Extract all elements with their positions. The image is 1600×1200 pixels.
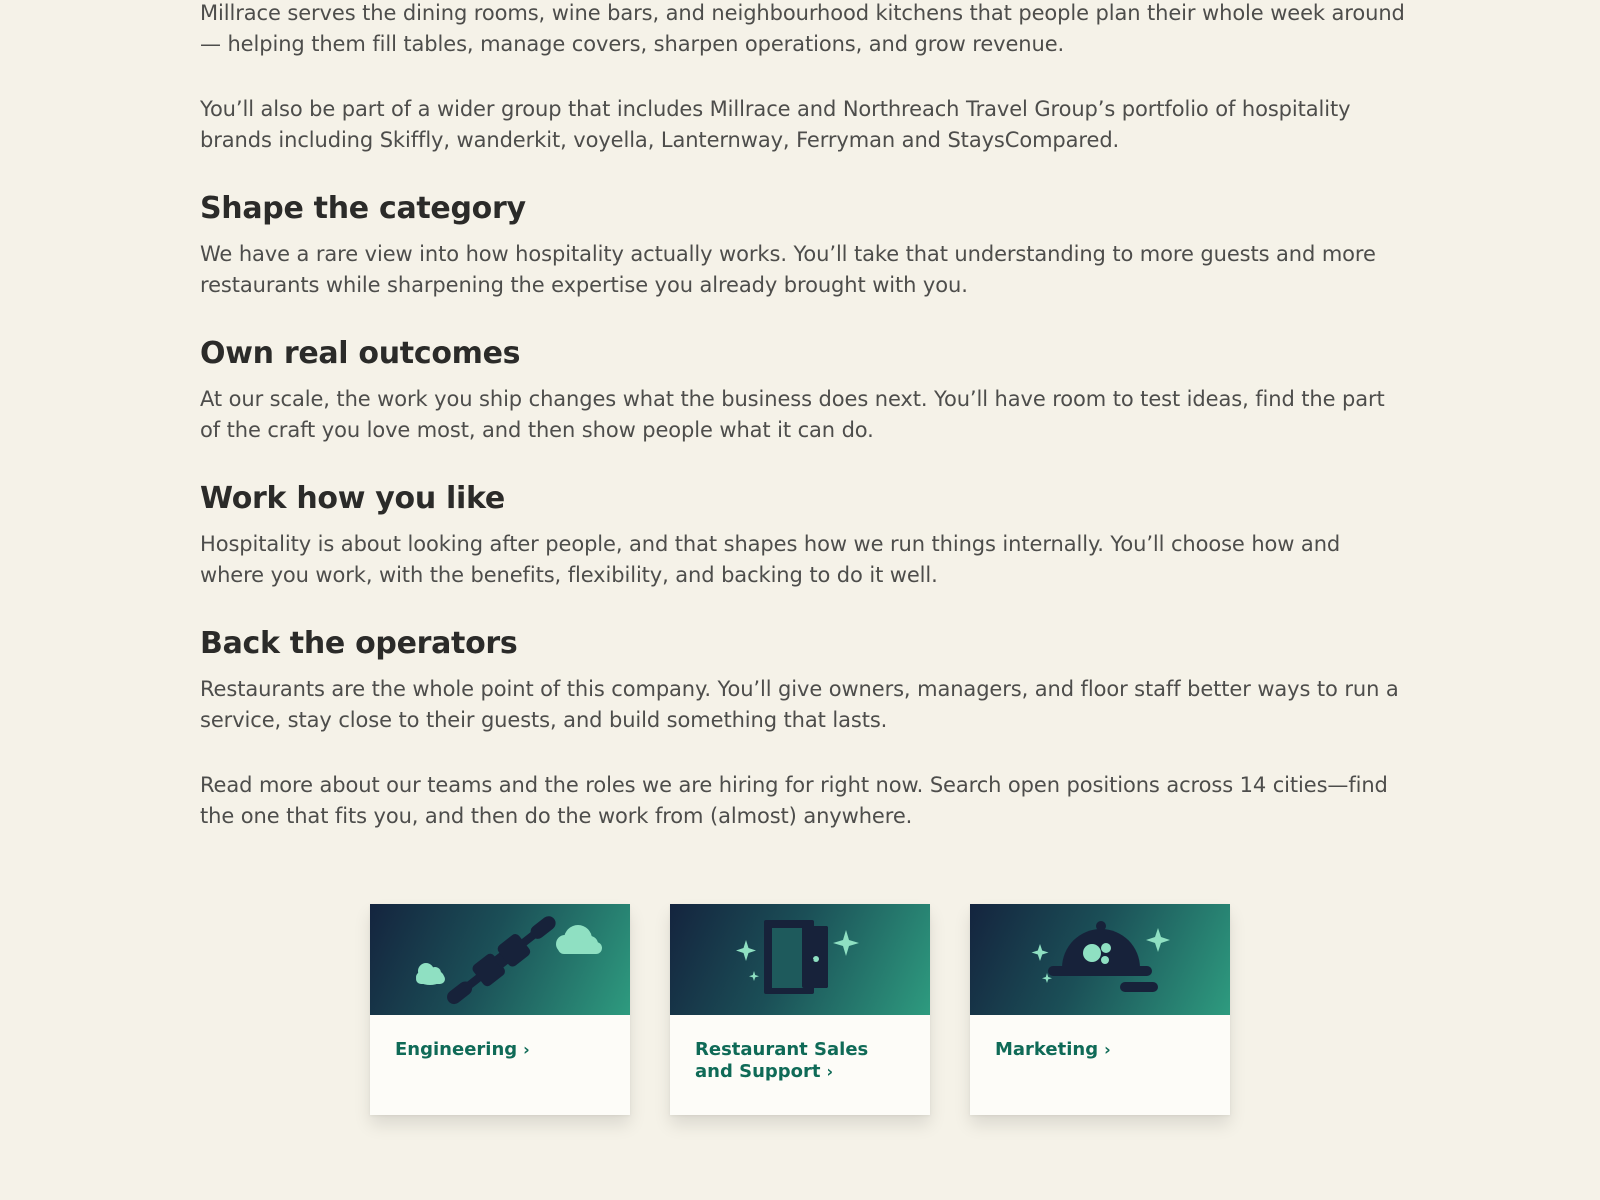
team-card-engineering[interactable]: [370, 904, 630, 1115]
plug-connector-icon: [370, 904, 630, 1015]
chevron-right-icon: ›: [523, 1040, 530, 1059]
serving-cloche-icon: [970, 904, 1230, 1015]
chevron-right-icon: ›: [1104, 1040, 1111, 1059]
section-text-own-outcomes: At our scale, the work you ship changes what the business does next. You’ll have room to test ideas, find the part of the craft you love most, and then show people what it can do.: [200, 387, 1385, 442]
team-cards: [370, 904, 1230, 1115]
section-heading-shape-category: Shape the category: [200, 191, 526, 226]
section-text-back-operators: Restaurants are the whole point of this company. You’ll give owners, managers, and floor staff better ways to run a service, stay close to their guests, and build something that lasts.: [200, 677, 1399, 732]
card-banner: [670, 904, 930, 1015]
section-heading-work-how-you-like: Work how you like: [200, 481, 505, 516]
chevron-right-icon: ›: [826, 1062, 834, 1081]
card-label-restaurant-sales-support[interactable]: Restaurant Sales and Support: [695, 1039, 869, 1082]
card-label-engineering[interactable]: Engineering: [395, 1039, 518, 1060]
main-content: [200, 0, 1410, 832]
intro-paragraph: Millrace serves the dining rooms, wine bars, and neighbourhood kitchens that people plan their whole week around — helping them fill tables, manage covers, sharpen operations, and grow revenue.: [200, 1, 1405, 56]
section-text-work-how-you-like: Hospitality is about looking after people, and that shapes how we run things internally. You’ll choose how and where you work, with the benefits, flexibility, and backing to do it well.: [200, 532, 1341, 587]
team-card-restaurant-sales-support[interactable]: [670, 904, 930, 1115]
closing-paragraph: Read more about our teams and the roles we are hiring for right now. Search open positions across 14 cities—find the one that fits you, and then do the work from (almost) anywhere.: [200, 773, 1388, 828]
section-heading-own-outcomes: Own real outcomes: [200, 336, 521, 371]
card-label-marketing[interactable]: Marketing: [995, 1039, 1099, 1060]
section-text-shape-category: We have a rare view into how hospitality actually works. You’ll take that understanding to more guests and more restaurants while sharpening the expertise you already brought with you.: [200, 242, 1376, 297]
open-door-icon: [670, 904, 930, 1015]
card-banner: [970, 904, 1230, 1015]
team-card-marketing[interactable]: [970, 904, 1230, 1115]
card-banner: [370, 904, 630, 1015]
section-heading-back-operators: Back the operators: [200, 626, 518, 661]
group-paragraph: You’ll also be part of a wider group that includes Millrace and Northreach Travel Group’s portfolio of hospitality brands including Skiffly, wanderkit, voyella, Lanternway, Ferryman and StaysCompared.: [200, 97, 1351, 152]
